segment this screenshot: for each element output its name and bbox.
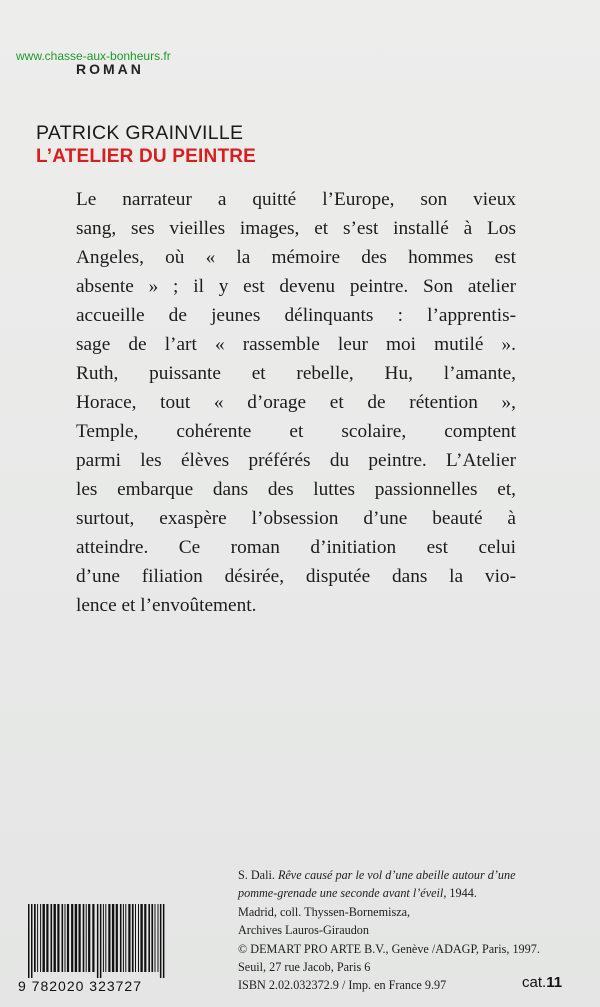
barcode-bar (71, 904, 73, 972)
catalog-number: 11 (546, 974, 563, 991)
blurb-line: sage de l’art « rassemble leur moi mutilé ». (76, 334, 516, 355)
barcode-bar (67, 904, 69, 972)
barcode-bar (54, 904, 56, 972)
credit-publisher: Seuil, 27 rue Jacob, Paris 6 (238, 960, 371, 975)
series-label: ROMAN (76, 61, 144, 77)
barcode-bar (103, 904, 104, 972)
barcode-bar (88, 904, 90, 972)
barcode-bar (132, 904, 134, 972)
blurb-line: Angeles, où « la mémoire des hommes est (76, 247, 516, 268)
barcode (18, 904, 228, 1004)
barcode-bar (160, 904, 162, 978)
credit-collection: Madrid, coll. Thyssen-Bornemisza, (238, 904, 411, 919)
barcode-bar (46, 904, 48, 972)
blurb-line: absente » ; il y est devenu peintre. Son atelier (76, 276, 516, 297)
credit-copyright: © DEMART PRO ARTE B.V., Genève /ADAGP, Paris, 1997. (238, 941, 540, 956)
blurb-line: Ruth, puissante et rebelle, Hu, l’amante, (76, 363, 516, 384)
barcode-bar (140, 904, 142, 972)
barcode-bar (37, 904, 38, 972)
barcode-bar (151, 904, 153, 972)
catalog-code (522, 974, 562, 991)
barcode-bar (138, 904, 139, 972)
barcode-bar (92, 904, 94, 972)
barcode-bar (100, 904, 102, 978)
credit-artist: S. Dali. (238, 868, 275, 882)
barcode-bar (125, 904, 126, 972)
barcode-bar (135, 904, 136, 972)
barcode-bar (40, 904, 41, 972)
barcode-bar (105, 904, 106, 972)
blurb-line: les embarque dans des luttes passionnelles et, (76, 479, 516, 500)
barcode-bar (120, 904, 122, 972)
barcode-bar (128, 904, 130, 972)
barcode-bar (163, 904, 165, 978)
blurb-line: Horace, tout « d’orage et de rétention », (76, 392, 516, 413)
credit-artwork-title-2: pomme-grenade une seconde avant l’éveil (238, 886, 444, 901)
blurb-line: Le narrateur a quitté l’Europe, son vieux (76, 189, 516, 210)
barcode-bar (86, 904, 87, 972)
barcode-bar (51, 904, 53, 972)
barcode-bar (65, 904, 66, 972)
barcode-bar (83, 904, 85, 972)
barcode-bars (26, 904, 222, 980)
barcode-bar (155, 904, 156, 972)
barcode-bar (34, 904, 36, 972)
blurb-line: surtout, exaspère l’obsession d’une beauté à (76, 508, 516, 529)
credit-artwork-title-1: Rêve causé par le vol d’une abeille autour d’une (277, 868, 516, 882)
blurb-line: lence et l’envoûtement. (76, 595, 257, 616)
book-title: L’ATELIER DU PEINTRE (36, 146, 257, 167)
barcode-bar (28, 904, 30, 978)
blurb-line: accueille de jeunes délinquants : l’apprentis- (76, 305, 516, 326)
barcode-bar (123, 904, 124, 972)
blurb-line: sang, ses vieilles images, et s’est installé à Los (76, 218, 516, 239)
barcode-bar (97, 904, 99, 978)
author-name: PATRICK GRAINVILLE (36, 122, 244, 144)
barcode-bar (43, 904, 45, 972)
blurb-line: parmi les élèves préférés du peintre. L’Atelier (76, 450, 516, 471)
credit-artwork-line (238, 884, 578, 902)
barcode-bar (116, 904, 118, 972)
credit-archives: Archives Lauros-Giraudon (238, 923, 369, 938)
barcode-bar (112, 904, 114, 972)
barcode-bar (62, 904, 64, 972)
credit-artwork-line (238, 866, 578, 884)
barcode-digits: 9 782020 323727 (18, 978, 142, 994)
credit-year: , 1944. (443, 886, 477, 901)
catalog-prefix: cat. (522, 974, 547, 991)
barcode-bar (144, 904, 146, 972)
blurb-line: atteindre. Ce roman d’initiation est celui (76, 537, 516, 558)
blurb-line: Temple, cohérente et scolaire, comptent (76, 421, 516, 442)
barcode-bar (108, 904, 110, 972)
barcode-bar (57, 904, 59, 972)
watermark-url: www.chasse-aux-bonheurs.fr (16, 49, 171, 63)
barcode-bar (148, 904, 150, 972)
barcode-bar (79, 904, 81, 972)
barcode-bar (75, 904, 77, 972)
blurb-paragraph (76, 185, 516, 620)
credit-isbn: ISBN 2.02.032372.9 / Imp. en France 9.97 (238, 978, 447, 993)
barcode-bar (31, 904, 33, 978)
barcode-bar (158, 904, 159, 972)
blurb-line: d’une filiation désirée, disputée dans la vio- (76, 566, 516, 587)
